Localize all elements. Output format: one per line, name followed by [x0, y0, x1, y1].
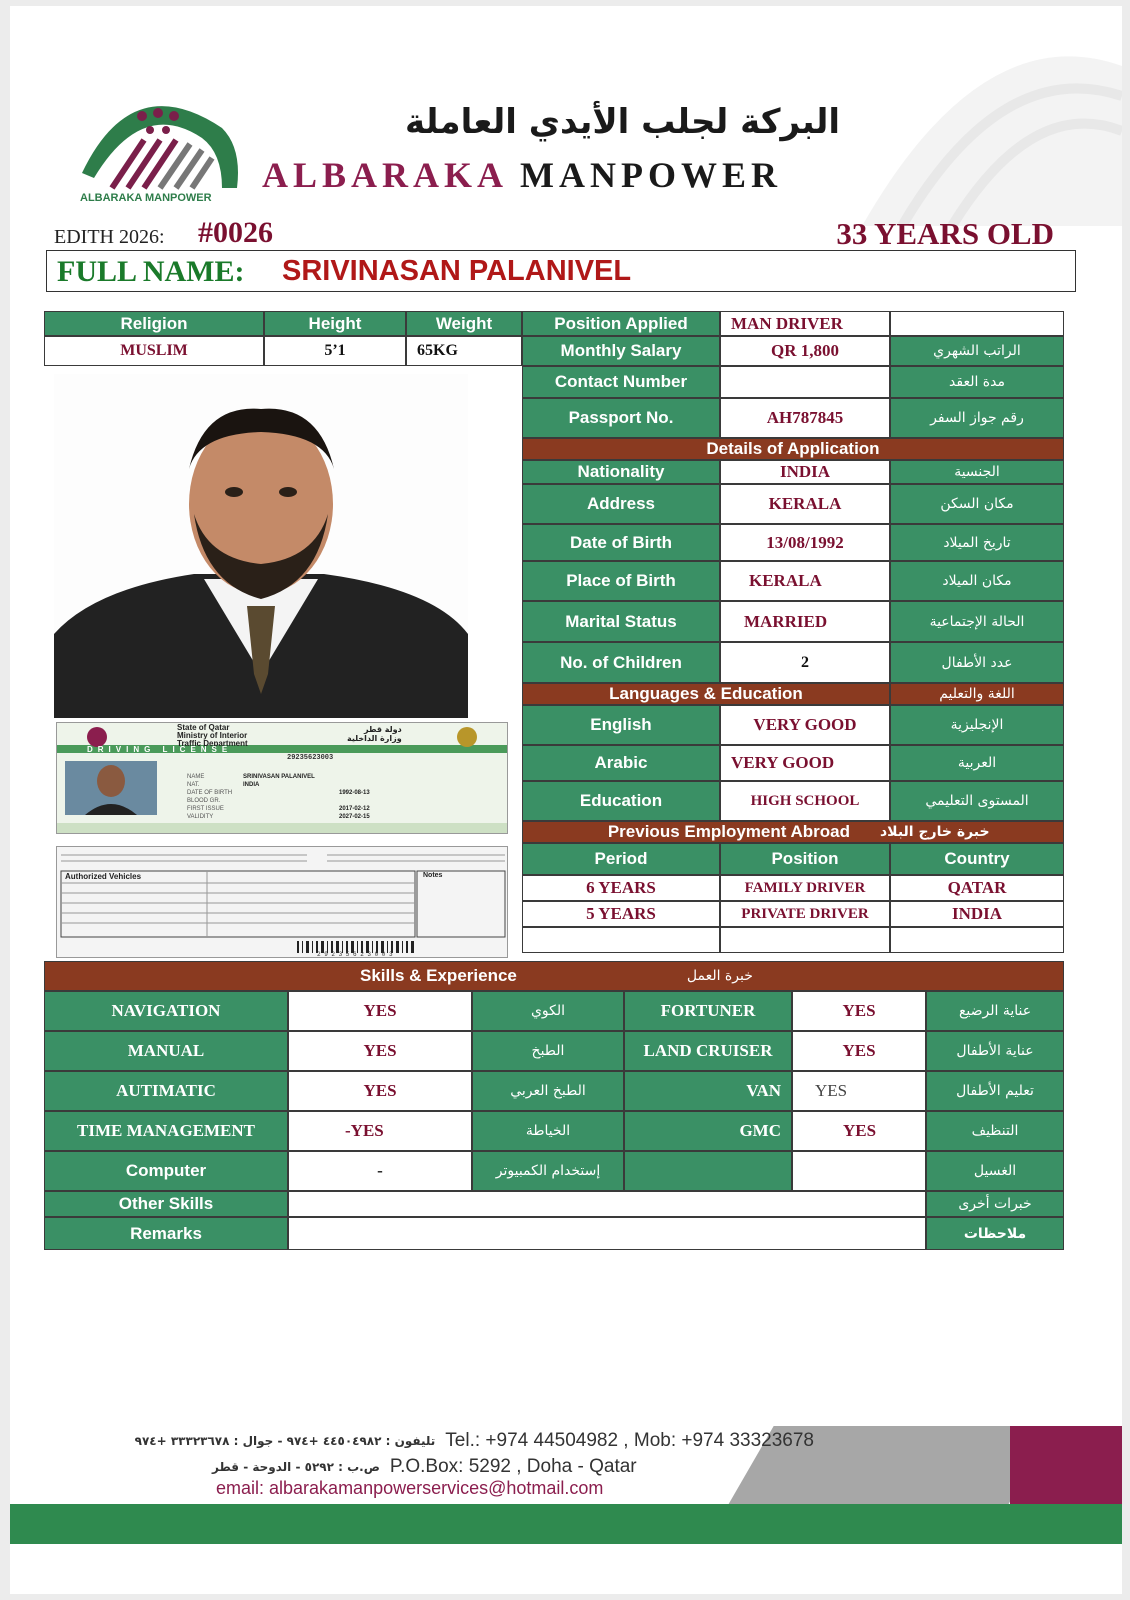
logo-caption: ALBARAKA MANPOWER [80, 192, 212, 204]
emp-row1-country: QATAR [890, 875, 1064, 901]
religion-value: MUSLIM [44, 336, 264, 366]
age-label: 33 YEARS OLD [836, 216, 1054, 251]
salary-arabic: الراتب الشهري [890, 336, 1064, 366]
company-name-part2: MANPOWER [520, 155, 783, 195]
skill-van-value: YES [792, 1071, 926, 1111]
english-value: VERY GOOD [720, 705, 890, 745]
skills-section-arabic: خبرة العمل [686, 968, 753, 984]
remarks-label: Remarks [44, 1217, 288, 1250]
salary-value: QR 1,800 [720, 336, 890, 366]
license-authorized-vehicles: Authorized Vehicles [65, 872, 142, 881]
emp-row1-period: 6 YEARS [522, 875, 720, 901]
footer-phone-arabic: تليفون : ٤٤٥٠٤٩٨٢ +٩٧٤ - جوال : ٣٣٣٢٣٦٧٨ +٩٧٤ [134, 1434, 436, 1448]
emp-row3-empty [890, 927, 1064, 953]
license-field-blood: BLOOD GR. [187, 798, 221, 804]
footer-phone: Tel.: +974 44504982 , Mob: +974 33323678 [445, 1430, 814, 1451]
skill-gmc-label: GMC [624, 1111, 792, 1151]
candidate-photo [54, 374, 468, 718]
weight-value: 65KG [406, 336, 522, 366]
children-arabic: عدد الأطفال [890, 642, 1064, 683]
license-ministry-ar: وزارة الداخلية [347, 734, 402, 743]
skill-landcruiser-label: LAND CRUISER [624, 1031, 792, 1071]
english-arabic: الإنجليزية [890, 705, 1064, 745]
arabic-arabic: العربية [890, 745, 1064, 781]
skill-computer-value: - [288, 1151, 472, 1191]
address-value: KERALA [720, 484, 890, 524]
license-field-nat: NAT. [187, 782, 200, 788]
languages-section-header: Languages & Education [522, 683, 890, 705]
license-notes: Notes [423, 872, 443, 879]
skills-section-title: Skills & Experience [360, 966, 517, 985]
driving-license-front [56, 722, 508, 834]
other-skills-value [288, 1191, 926, 1217]
full-name-label: FULL NAME: [57, 255, 245, 288]
position-label: Position Applied [522, 311, 720, 336]
reference-number: #0026 [198, 216, 273, 249]
remarks-arabic: ملاحظات [926, 1217, 1064, 1250]
skill-time-value: -YES [288, 1111, 472, 1151]
english-label: English [522, 705, 720, 745]
emp-row2-position: PRIVATE DRIVER [720, 901, 890, 927]
marital-arabic: الحالة الإجتماعية [890, 601, 1064, 642]
license-field-name: NAME [187, 774, 205, 780]
weight-header: Weight [406, 311, 522, 336]
dob-label: Date of Birth [522, 524, 720, 561]
marital-value: MARRIED [720, 601, 890, 642]
employment-section-arabic: خبرة خارج البلاد [880, 821, 1064, 843]
skill-navigation-value: YES [288, 991, 472, 1031]
footer-contact [74, 1430, 814, 1482]
license-band: DRIVING LICENSE [87, 745, 233, 754]
edition-label: EDITH 2026: [54, 226, 165, 248]
emp-position-header: Position [720, 843, 890, 875]
license-state: State of Qatar [177, 723, 230, 732]
position-empty-cell [890, 311, 1064, 336]
license-nationality: INDIA [243, 782, 260, 788]
skill-cooking-arabic: الطبخ [472, 1031, 624, 1071]
other-skills-label: Other Skills [44, 1191, 288, 1217]
full-name-box [46, 250, 1076, 292]
license-dob: 1992-08-13 [339, 790, 370, 796]
remarks-value [288, 1217, 926, 1250]
license-state-ar: دولة قطر [363, 725, 402, 734]
skill-automatic-value: YES [288, 1071, 472, 1111]
other-skills-arabic: خبرات أخرى [926, 1191, 1064, 1217]
cv-page [10, 6, 1122, 1594]
pob-label: Place of Birth [522, 561, 720, 601]
skill-cleaning-arabic: التنظيف [926, 1111, 1064, 1151]
emp-row3-empty [522, 927, 720, 953]
footer-pobox-arabic: ص.ب : ٥٢٩٢ - الدوحة - قطر [212, 1460, 380, 1474]
license-first-issue: 2017-02-12 [339, 806, 370, 812]
license-number: 29235623003 [287, 754, 334, 762]
dob-arabic: تاريخ الميلاد [890, 524, 1064, 561]
company-name-english [262, 154, 782, 196]
arabic-value: VERY GOOD [720, 745, 890, 781]
company-name-arabic: البركة لجلب الأيدي العاملة [405, 102, 840, 142]
skill-childcare-arabic: عناية الأطفال [926, 1031, 1064, 1071]
country-header: Country [890, 843, 1064, 875]
height-header: Height [264, 311, 406, 336]
skill-sewing-arabic: الخياطة [472, 1111, 624, 1151]
nationality-arabic: الجنسية [890, 460, 1064, 484]
languages-section-arabic: اللغة والتعليم [890, 683, 1064, 705]
address-arabic: مكان السكن [890, 484, 1064, 524]
footer-band-green [10, 1504, 1122, 1544]
skills-section-header [44, 961, 1064, 991]
skill-time-label: TIME MANAGEMENT [44, 1111, 288, 1151]
license-field-issue: FIRST ISSUE [187, 806, 224, 812]
emp-row1-position: FAMILY DRIVER [720, 875, 890, 901]
skill-manual-label: MANUAL [44, 1031, 288, 1071]
license-back-graphic [57, 847, 508, 958]
driving-license-back [56, 846, 508, 958]
children-value: 2 [720, 642, 890, 683]
contract-arabic: مدة العقد [890, 366, 1064, 398]
skill-landcruiser-value: YES [792, 1031, 926, 1071]
license-dept: Traffic Department [177, 739, 248, 748]
employment-section-header: Previous Employment Abroad [522, 821, 890, 843]
skill-arabic-cooking-arabic: الطبخ العربي [472, 1071, 624, 1111]
arabic-label: Arabic [522, 745, 720, 781]
license-field-validity: VALIDITY [187, 814, 214, 820]
footer-pobox: P.O.Box: 5292 , Doha - Qatar [389, 1456, 637, 1477]
height-value: 5’1 [264, 336, 406, 366]
pob-value: KERALA [720, 561, 890, 601]
passport-label: Passport No. [522, 398, 720, 438]
license-name: SRINIVASAN PALANIVEL [243, 774, 315, 780]
period-header: Period [522, 843, 720, 875]
license-barcode-number: 2 9 2 3 5 6 2 3 0 0 3 [317, 951, 393, 958]
footer-band-purple [1010, 1426, 1122, 1508]
skill-empty-label [624, 1151, 792, 1191]
emp-row2-country: INDIA [890, 901, 1064, 927]
salary-label: Monthly Salary [522, 336, 720, 366]
education-label: Education [522, 781, 720, 821]
children-label: No. of Children [522, 642, 720, 683]
emp-row3-empty [720, 927, 890, 953]
company-name-part1: ALBARAKA [262, 155, 507, 195]
skill-ironing-arabic: الكوي [472, 991, 624, 1031]
skill-manual-value: YES [288, 1031, 472, 1071]
skill-automatic-label: AUTIMATIC [44, 1071, 288, 1111]
contact-label: Contact Number [522, 366, 720, 398]
nationality-value: INDIA [720, 460, 890, 484]
dob-value: 13/08/1992 [720, 524, 890, 561]
contact-value [720, 366, 890, 398]
skill-babycare-arabic: عناية الرضيع [926, 991, 1064, 1031]
details-section-header: Details of Application [522, 438, 1064, 460]
license-field-dob: DATE OF BIRTH [187, 790, 233, 796]
skill-teaching-arabic: تعليم الأطفال [926, 1071, 1064, 1111]
skill-navigation-label: NAVIGATION [44, 991, 288, 1031]
position-value: MAN DRIVER [720, 311, 890, 336]
nationality-label: Nationality [522, 460, 720, 484]
full-name-value: SRIVINASAN PALANIVEL [282, 255, 632, 287]
passport-arabic: رقم جواز السفر [890, 398, 1064, 438]
skill-laundry-arabic: الغسيل [926, 1151, 1064, 1191]
marital-label: Marital Status [522, 601, 720, 642]
education-value: HIGH SCHOOL [720, 781, 890, 821]
decorative-arch-icon [842, 36, 1122, 226]
skill-van-label: VAN [624, 1071, 792, 1111]
skill-computer-label: Computer [44, 1151, 288, 1191]
religion-header: Religion [44, 311, 264, 336]
skill-empty-value [792, 1151, 926, 1191]
license-ministry: Ministry of Interior [177, 731, 248, 740]
footer-email[interactable]: email: albarakamanpowerservices@hotmail.com [216, 1478, 604, 1498]
pob-arabic: مكان الميلاد [890, 561, 1064, 601]
emp-row2-period: 5 YEARS [522, 901, 720, 927]
footer-phone-line [74, 1430, 814, 1456]
passport-value: AH787845 [720, 398, 890, 438]
education-arabic: المستوى التعليمي [890, 781, 1064, 821]
skill-gmc-value: YES [792, 1111, 926, 1151]
skill-fortuner-value: YES [792, 991, 926, 1031]
address-label: Address [522, 484, 720, 524]
skill-fortuner-label: FORTUNER [624, 991, 792, 1031]
license-validity: 2027-02-15 [339, 814, 370, 820]
skill-computer-arabic: إستخدام الكمبيوتر [472, 1151, 624, 1191]
